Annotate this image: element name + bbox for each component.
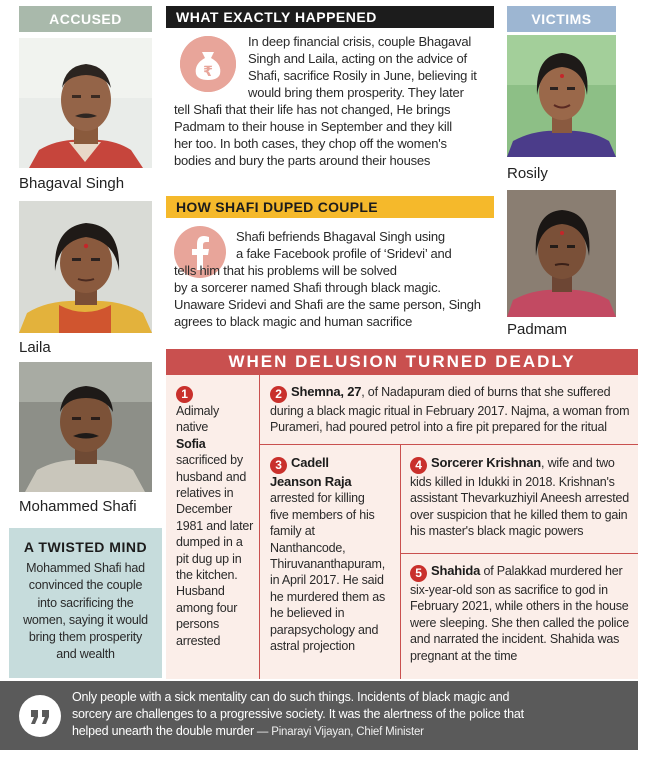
case-5 (410, 563, 638, 664)
case-3-line: parapsychology and (270, 622, 379, 637)
name-laila: Laila (19, 339, 51, 356)
case-2 (270, 384, 636, 436)
how-duped-line: Shafi befriends Bhagaval Singh using (236, 229, 445, 244)
quote-line: sorcery are challenges to a progressive society. It was the alertness of the police that (72, 707, 524, 721)
delusion-divider-v1 (259, 375, 260, 679)
case-1-line: December (176, 502, 233, 517)
accused-header: ACCUSED (19, 6, 152, 32)
rupee-bag-icon (180, 36, 236, 92)
twisted-mind-line: convinced the couple (28, 578, 143, 593)
case-3-line: in April 2017. He said (270, 573, 384, 588)
case-5-first-line: of Palakkad murdered her (480, 564, 623, 578)
case-1-name: Sofia (176, 436, 206, 451)
photo-mohammed-shafi (19, 362, 152, 492)
photo-padmam (507, 190, 616, 317)
case-3-name-line: Cadell (291, 455, 329, 470)
case-3 (270, 455, 398, 654)
case-1-line: relatives in (176, 486, 234, 501)
case-1-line: Husband (176, 584, 225, 599)
twisted-mind-line: and wealth (56, 647, 115, 662)
case-3-line: he believed in (270, 606, 345, 621)
delusion-header: WHEN DELUSION TURNED DEADLY (166, 349, 638, 375)
case-4-line: kids killed in Idukki in 2018. Krishnan's (410, 475, 615, 489)
twisted-mind-box (9, 528, 162, 678)
what-happened-text-bottom (174, 101, 494, 169)
how-duped-line: Unaware Sridevi and Shafi are the same person, Singh (174, 297, 481, 312)
what-happened-line: In deep financial crisis, couple Bhagaval (248, 34, 472, 49)
twisted-mind-line: into sacrificing the (37, 595, 134, 610)
case-2-line: Purameri, had poured petrol into a fire pit prepared for the ritual (270, 420, 607, 435)
case-1-line: native (176, 420, 209, 435)
case-3-line: five members of his (270, 507, 375, 522)
what-happened-line: Singh and Laila, acting on the advice of (248, 51, 467, 66)
case-1-line: dumped in a (176, 535, 243, 550)
case-1-line: sacrificed by (176, 453, 243, 468)
case-4-line: over suspicion that he killed them to gain (410, 507, 628, 522)
photo-laila (19, 201, 152, 333)
name-padmam: Padmam (507, 321, 568, 338)
how-duped-line: by a sorcerer named Shafi through black magic. (174, 280, 441, 295)
quote-icon (18, 694, 62, 738)
case-1-line: pit dug up in (176, 551, 242, 566)
case-5-line: February 2021, while others in the house (410, 599, 629, 614)
case-3-line: he murdered them as (270, 589, 386, 604)
delusion-divider-v2 (400, 445, 401, 679)
how-duped-header: HOW SHAFI DUPED COUPLE (166, 196, 494, 218)
twisted-mind-line: bring them prosperity (28, 630, 143, 645)
case-3-number: 3 (270, 457, 287, 474)
case-5-line: six-year-old son as sacrifice to god in (410, 583, 608, 597)
twisted-mind-text (9, 560, 162, 664)
twisted-mind-line: Mohammed Shafi had (26, 561, 145, 575)
case-5-line: pregnant at the time (410, 648, 518, 663)
case-1-number: 1 (176, 386, 193, 403)
case-3-line: arrested for killing (270, 491, 365, 506)
victims-header: VICTIMS (507, 6, 616, 32)
delusion-divider-h1 (259, 444, 638, 445)
what-happened-line: her too. In both cases, they chop off the women's (174, 136, 447, 151)
case-5-line: were sleeping. She then called the police (410, 615, 630, 630)
what-happened-line: tell Shafi that their life has not changed, He brings (174, 102, 451, 117)
case-2-line: during a black magic ritual in February 2017. Najma, a woman from (270, 404, 630, 418)
svg-text:₹: ₹ (203, 64, 213, 80)
name-mohammed-shafi: Mohammed Shafi (19, 498, 137, 515)
case-5-name: Shahida (431, 563, 481, 578)
case-1-line: husband and (176, 469, 247, 484)
quote-line: Only people with a sick mentality can do such things. Incidents of black magic and (72, 690, 510, 704)
case-1-line: Adimaly (176, 404, 220, 418)
name-rosily: Rosily (507, 165, 548, 182)
case-2-first-line: , of Nadapuram died of burns that she suffered (361, 385, 611, 399)
photo-bhagaval-singh (19, 38, 152, 168)
case-5-number: 5 (410, 565, 427, 582)
what-happened-line: bodies and bury the parts around their houses (174, 153, 431, 168)
how-duped-line: agrees to black magic and human sacrifice (174, 314, 413, 329)
what-happened-line: would bring them prosperity. They later (248, 85, 464, 100)
how-duped-line: a fake Facebook profile of ‘Sridevi’ and (236, 246, 452, 261)
quote-text (72, 689, 632, 741)
quote-bar (0, 681, 638, 750)
case-4 (410, 455, 638, 540)
how-duped-text-bottom (174, 262, 498, 330)
case-5-line: and narrated the incident. Shahida was (410, 632, 620, 647)
quote-line: helped unearth the double murder (72, 724, 254, 738)
how-duped-line: tells him that his problems will be solved (174, 263, 397, 278)
case-2-number: 2 (270, 386, 287, 403)
case-3-line: astral projection (270, 639, 355, 654)
how-duped-text-top (236, 228, 494, 262)
case-4-line: his master's black magic powers (410, 524, 584, 539)
quote-attribution: — Pinarayi Vijayan, Chief Minister (253, 726, 424, 738)
case-3-line: family at (270, 524, 315, 539)
twisted-mind-line: women, saying it would (23, 612, 148, 627)
what-happened-text-top (248, 33, 494, 101)
case-3-line: Thiruvananthapuram, (270, 557, 386, 572)
case-2-name: Shemna, 27 (291, 384, 362, 399)
case-1-line: the kitchen. (176, 568, 238, 583)
twisted-mind-title: A TWISTED MIND (23, 539, 148, 555)
what-happened-header: WHAT EXACTLY HAPPENED (166, 6, 494, 28)
name-bhagaval-singh: Bhagaval Singh (19, 175, 125, 192)
case-3-name-line: Jeanson Raja (270, 474, 352, 489)
photo-rosily (507, 35, 616, 157)
case-3-line: Nanthancode, (270, 540, 346, 555)
case-4-line: assistant Thevarkuzhiyil Aneesh arrested (410, 491, 629, 506)
case-4-first-line: , wife and two (541, 456, 615, 470)
case-1-line: among four (176, 600, 238, 615)
case-1 (176, 384, 258, 649)
delusion-divider-h2 (400, 553, 638, 554)
case-1-line: persons (176, 617, 220, 632)
what-happened-line: Shafi, sacrifice Rosily in June, believing it (248, 68, 477, 83)
case-1-line: arrested (176, 633, 221, 648)
case-4-name: Sorcerer Krishnan (431, 455, 542, 470)
what-happened-line: Padmam to their house in September and they kill (174, 119, 452, 134)
case-4-number: 4 (410, 457, 427, 474)
case-1-line: 1981 and later (176, 518, 254, 533)
